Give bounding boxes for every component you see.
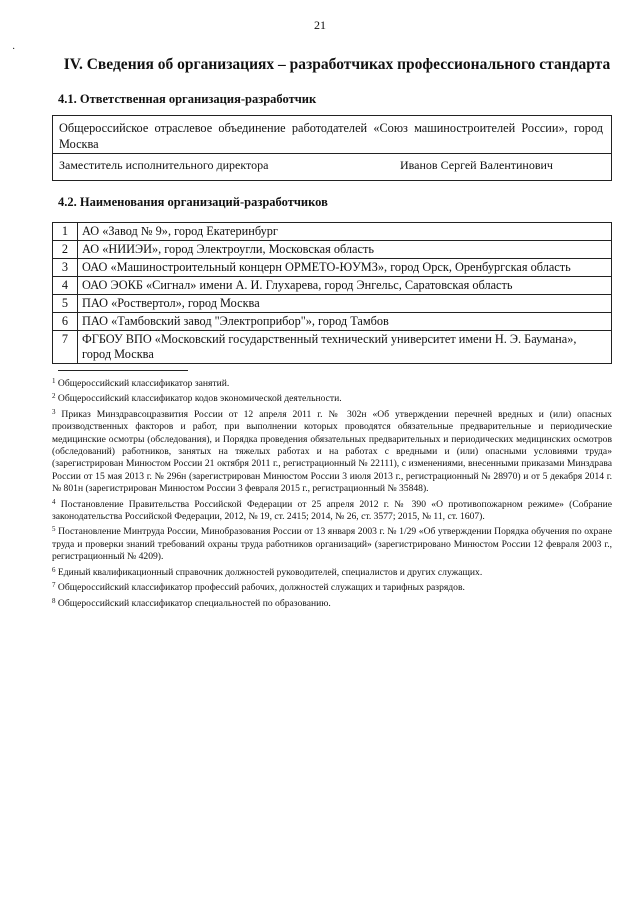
organization-name: АО «Завод № 9», город Екатеринбург xyxy=(78,223,612,241)
responsible-organization-box xyxy=(52,115,612,181)
footnote-marker: 3 xyxy=(52,407,56,416)
footnote-marker: 7 xyxy=(52,581,56,590)
footnote xyxy=(52,390,612,405)
footnote-marker: 1 xyxy=(52,377,56,385)
footnote-marker: 4 xyxy=(52,497,56,506)
row-number: 6 xyxy=(53,313,78,331)
footnote-text: Общероссийский классификатор специальностей по образованию. xyxy=(57,597,331,609)
section-title: IV. Сведения об организациях – разработчиках профессионального стандарта xyxy=(63,56,611,73)
organization-name: ОАО ЭОКБ «Сигнал» имени А. И. Глухарева, город Энгельс, Саратовская область xyxy=(78,277,612,295)
row-number: 1 xyxy=(53,223,78,241)
row-number: 7 xyxy=(53,331,78,364)
footnote xyxy=(52,496,612,524)
footnote-text: Общероссийский классификатор профессий рабочих, должностей служащих и тарифных разрядов. xyxy=(57,582,465,594)
footnote-text: Приказ Минздравсоцразвития России от 12 апреля 2011 г. № 302н «Об утверждении перечней вредных и (или) опасных производственных факторов и работ, при выполнении которых проводятся обязательные предварительные и периодические медицинские осмотры (обследования), и Порядка проведения обязательных предварительных и периодических медицинских осмотров (обследований) работников, занятых на тяжелых работах и на работах с вредными и (или) опасными условиями труда» (зарегистрирован Минюстом России 21 октября 2011 г., регистрационный № 22111), с изменениями, внесенными приказами Минздрава России от 15 мая 2013 г. № 296н (зарегистрирован Минюстом России 3 июля 2013 г., регистрационный № 28970) и от 5 декабря 2014 г. № 801н (зарегистрирован Минюстом России 3 февраля 2015 г., регистрационный № 35848). xyxy=(52,408,612,495)
organization-name: ПАО «Роствертол», город Москва xyxy=(78,295,612,313)
table-row xyxy=(53,241,612,259)
footnote-text: Постановление Минтруда России, Минобразования России от 13 января 2003 г. № 1/29 «Об утверждении Порядка обучения по охране труда и проверки знаний требований охраны труда работников организаций» (зарегистрировано Минюстом России 12 февраля 2003 г., регистрационный № 4209). xyxy=(52,526,613,563)
footnote xyxy=(52,523,612,563)
responsible-organization-name: Общероссийское отраслевое объединение работодателей «Союз машиностроителей России», город Москва xyxy=(59,121,603,151)
table-row xyxy=(53,331,612,364)
footnote-marker: 8 xyxy=(52,596,56,605)
footnote-marker: 5 xyxy=(52,525,56,534)
footnote-text: Общероссийский классификатор занятий. xyxy=(57,378,230,389)
footnote xyxy=(52,564,612,579)
organization-name: ПАО «Тамбовский завод "Электроприбор"», город Тамбов xyxy=(78,313,612,331)
page-number: 21 xyxy=(314,18,326,32)
table-row xyxy=(53,223,612,241)
organization-name: ФГБОУ ВПО «Московский государственный технический университет имени Н. Э. Баумана», город Москва xyxy=(78,331,612,364)
table-row xyxy=(53,277,612,295)
footnote xyxy=(52,579,612,594)
table-row xyxy=(53,313,612,331)
footnote xyxy=(52,595,612,610)
footnote-separator xyxy=(58,370,188,371)
row-number: 2 xyxy=(53,241,78,259)
table-row xyxy=(53,259,612,277)
footnote-marker: 6 xyxy=(52,565,56,574)
divider xyxy=(53,153,611,154)
responsible-person: Иванов Сергей Валентинович xyxy=(400,158,553,172)
organization-name: ОАО «Машиностроительный концерн ОРМЕТО-ЮУМЗ», город Орск, Оренбургская область xyxy=(78,259,612,277)
organization-name: АО «НИИЭИ», город Электроугли, Московская область xyxy=(78,241,612,259)
footnote-marker: 2 xyxy=(52,392,56,401)
footnote-text: Общероссийский классификатор кодов экономической деятельности. xyxy=(57,393,342,405)
row-number: 5 xyxy=(53,295,78,313)
responsible-heading: 4.1. Ответственная организация-разработчик xyxy=(58,92,317,106)
footnotes xyxy=(52,375,612,610)
footnote-text: Постановление Правительства Российской Федерации от 25 апреля 2012 г. № 390 «О противопожарном режиме» (Собрание законодательства Российской Федерации, 2012, № 19, ст. 2415; 2014, № 26, ст. 3577; 2015, № 11, ст. 1607). xyxy=(52,498,612,523)
row-number: 4 xyxy=(53,277,78,295)
footnote xyxy=(52,375,612,390)
developers-heading: 4.2. Наименования организаций-разработчиков xyxy=(58,195,328,209)
table-row xyxy=(53,295,612,313)
developers-table xyxy=(52,222,612,364)
scan-mark: · xyxy=(12,44,16,55)
row-number: 3 xyxy=(53,259,78,277)
footnote-text: Единый квалификационный справочник должностей руководителей, специалистов и других служащих. xyxy=(57,566,483,578)
responsible-position: Заместитель исполнительного директора xyxy=(59,158,269,172)
footnote xyxy=(52,406,612,496)
